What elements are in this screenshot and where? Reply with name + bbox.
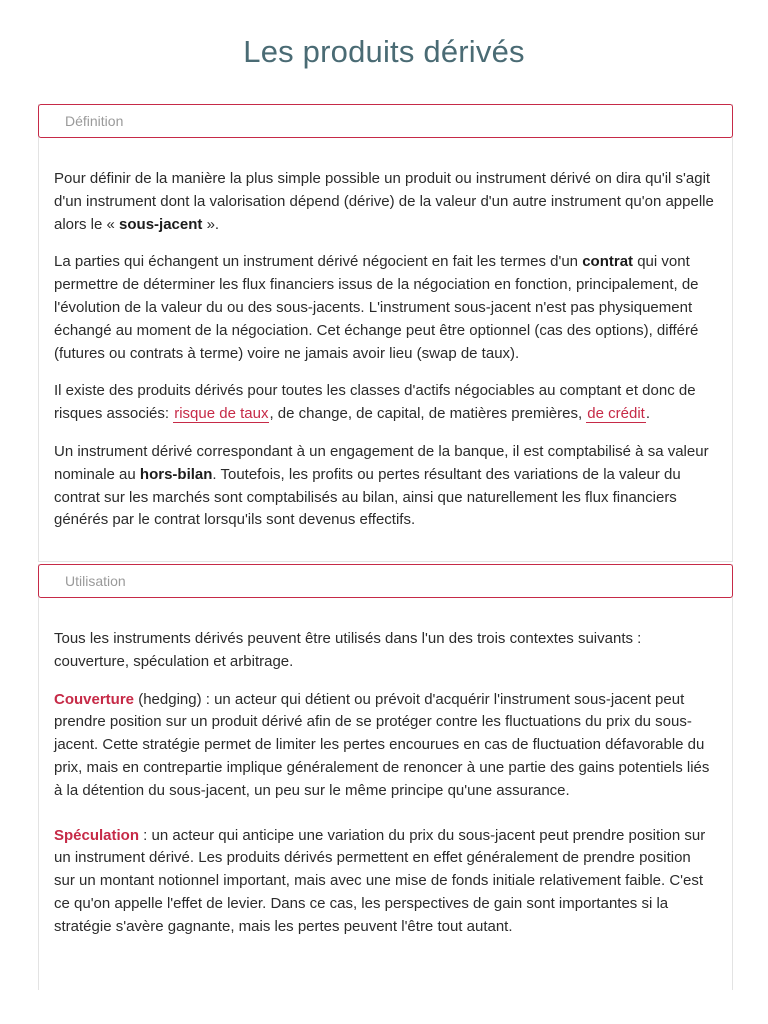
- section-body: [54, 168, 714, 532]
- bold-term: sous-jacent: [119, 215, 203, 233]
- section-definition: [38, 104, 733, 562]
- section-header-utilisation[interactable]: [38, 564, 733, 598]
- paragraph: Pour définir de la manière la plus simple possible un produit ou instrument dérivé on dira qu'il s'agit d'un instrument dont la valorisation dépend (dérive) de la valeur d'un autre instrument qu'on appelle alors le « sous-jacent ».: [54, 170, 714, 233]
- section-utilisation: [38, 564, 733, 990]
- section-header-label: Utilisation: [65, 573, 126, 589]
- paragraph: Un instrument dérivé correspondant à un engagement de la banque, il est comptabilisé à sa valeur nominale au hors-bilan. Toutefois, les profits ou pertes résultant des variations de la valeur du contrat sur les marchés sont comptabilisés au bilan, ainsi que naturellement les flux financiers générés par le contrat lorsqu'ils sont devenus effectifs.: [54, 442, 709, 529]
- link-de-credit[interactable]: de crédit: [587, 405, 645, 423]
- paragraph: La parties qui échangent un instrument dérivé négocient en fait les termes d'un contrat qui vont permettre de déterminer les flux financiers issus de la négociation en fonction, principalement, de l'évolution de la valeur du ou des sous-jacents. L'instrument sous-jacent n'est pas physiquement échangé au moment de la négociation. Cet échange peut être optionnel (cas des options), différé (futures ou contrats à terme) voire ne jamais avoir lieu (swap de taux).: [54, 253, 699, 362]
- term-couverture: Couverture: [54, 690, 135, 708]
- paragraph: Couverture (hedging) : un acteur qui détient ou prévoit d'acquérir l'instrument sous-jacent peut prendre position sur un produit dérivé afin de se protéger contre les fluctuations du prix du sous-jacent. Cette stratégie permet de limiter les pertes encourues en cas de fluctuation défavorable du prix, mais en contrepartie implique généralement de renoncer à une partie des gains potentiels liés à la détention du sous-jacent, un peu sur le même principe qu'une assurance.: [54, 690, 710, 799]
- section-header-definition[interactable]: [38, 104, 733, 138]
- paragraph: Spéculation : un acteur qui anticipe une variation du prix du sous-jacent peut prendre position sur un instrument dérivé. Les produits dérivés permettent en effet généralement de prendre position sur un montant notionnel important, mais avec une mise de fonds initiale relativement faible. C'est ce qu'on appelle l'effet de levier. Dans ce cas, les perspectives de gain sont importantes si la stratégie s'avère gagnante, mais les pertes peuvent l'être tout autant.: [54, 826, 706, 935]
- bold-term: hors-bilan: [139, 465, 213, 483]
- page-title: Les produits dérivés: [243, 34, 525, 69]
- bold-term: contrat: [582, 253, 634, 271]
- section-header-label: Définition: [65, 113, 124, 129]
- paragraph: Tous les instruments dérivés peuvent être utilisés dans l'un des trois contextes suivants : couverture, spéculation et arbitrage.: [54, 630, 642, 670]
- section-body: [54, 628, 714, 939]
- paragraph: Il existe des produits dérivés pour toutes les classes d'actifs négociables au comptant et donc de risques associés: risque de taux, de change, de capital, de matières premières, de crédit.: [54, 382, 696, 423]
- term-speculation: Spéculation: [54, 826, 140, 844]
- link-risque-de-taux[interactable]: risque de taux: [174, 405, 269, 423]
